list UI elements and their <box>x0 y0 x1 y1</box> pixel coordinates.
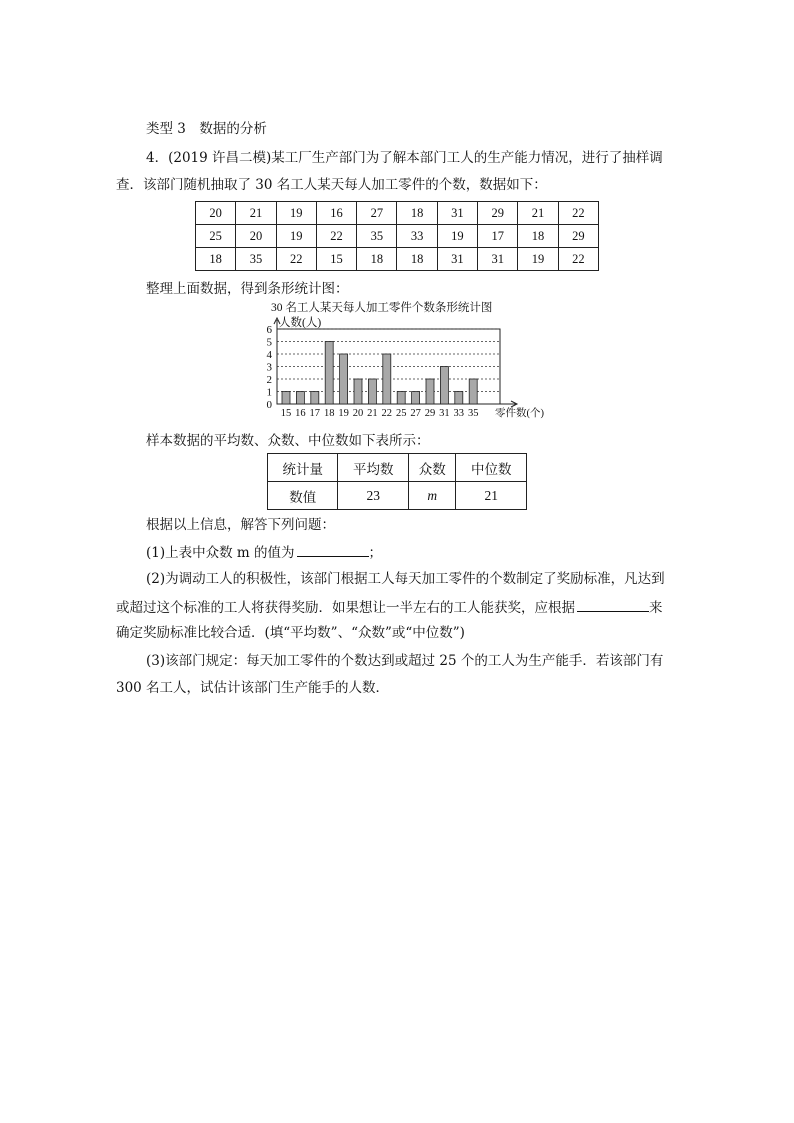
table-cell: 27 <box>357 202 397 225</box>
table-cell: 17 <box>478 225 518 248</box>
chart-y-tick-label: 3 <box>266 361 272 374</box>
table-cell: 18 <box>357 248 397 271</box>
chart-bar <box>455 392 463 405</box>
stats-table <box>267 453 527 510</box>
chart-x-tick-label: 31 <box>439 408 450 419</box>
table-row <box>196 225 599 248</box>
table-cell: 31 <box>437 248 477 271</box>
table-cell: 22 <box>558 248 598 271</box>
stats-header-cell: 众数 <box>408 454 456 482</box>
table-cell: 18 <box>397 248 437 271</box>
stats-intro: 样本数据的平均数、众数、中位数如下表所示： <box>146 433 430 449</box>
chart-bar <box>469 379 477 404</box>
q2-text-end: 来 <box>649 600 663 616</box>
table-cell: 19 <box>518 248 558 271</box>
question-1 <box>146 542 382 562</box>
table-row <box>196 202 599 225</box>
table-cell: 20 <box>236 225 276 248</box>
chart-bar <box>354 379 362 404</box>
chart-bar <box>383 354 391 404</box>
table-cell: 19 <box>437 225 477 248</box>
q1-end: ； <box>368 545 383 561</box>
table-cell: 31 <box>478 248 518 271</box>
chart-x-axis-label: 零件数(个) <box>495 408 544 419</box>
table-cell: 22 <box>276 248 316 271</box>
table-cell: 16 <box>316 202 356 225</box>
chart-bar <box>368 379 376 404</box>
table-cell: 29 <box>478 202 518 225</box>
stats-value-cell: m <box>408 482 456 510</box>
stats-header-row <box>268 454 527 482</box>
chart-x-tick-label: 20 <box>352 408 364 419</box>
problem-intro-text: 某工厂生产部门为了解本部门工人的生产能力情况，进行了抽样调 <box>271 150 663 166</box>
table-cell: 18 <box>397 202 437 225</box>
table-cell: 21 <box>518 202 558 225</box>
stats-value-row <box>268 482 527 510</box>
table-cell: 22 <box>316 225 356 248</box>
table-cell: 33 <box>397 225 437 248</box>
stats-value-cell: 21 <box>456 482 527 510</box>
problem-intro-line1 <box>146 149 663 167</box>
chart-y-tick-label: 1 <box>266 386 272 399</box>
chart-title: 30 名工人某天每人加工零件个数条形统计图 <box>271 302 493 314</box>
table-cell: 35 <box>357 225 397 248</box>
chart-bar <box>412 392 420 405</box>
chart-y-tick-label: 6 <box>266 324 272 336</box>
chart-x-tick-label: 17 <box>309 408 321 419</box>
q1-answer-blank <box>297 542 369 557</box>
raw-data-table <box>195 201 599 271</box>
stats-value-cell: 数值 <box>268 482 338 510</box>
chart-bar <box>282 392 290 405</box>
table-cell: 21 <box>236 202 276 225</box>
q2-answer-blank <box>577 597 649 612</box>
question-3-line1: (3)该部门规定：每天加工零件的个数达到或超过 25 个的工人为生产能手．若该部门有 <box>146 653 664 669</box>
stats-header-cell: 平均数 <box>338 454 408 482</box>
chart-y-tick-label: 0 <box>266 399 272 411</box>
chart-y-axis-label: 人数(人) <box>279 317 322 329</box>
question-2-line3: 确定奖励标准比较合适．(填“平均数”、“众数”或“中位数”) <box>116 625 465 641</box>
stats-header-cell: 统计量 <box>268 454 338 482</box>
chart-y-tick-label: 5 <box>266 336 272 349</box>
stats-value-cell: 23 <box>338 482 408 510</box>
chart-x-tick-label: 33 <box>453 408 465 419</box>
chart-x-tick-label: 25 <box>395 408 407 419</box>
table-cell: 22 <box>558 202 598 225</box>
question-2-line2 <box>116 597 663 617</box>
question-2-line1: (2)为调动工人的积极性，该部门根据工人每天加工零件的个数制定了奖励标准，凡达到 <box>146 571 665 587</box>
table-row <box>196 248 599 271</box>
chart-y-tick-label: 2 <box>266 374 272 386</box>
problem-number-source: 4．(2019 许昌二模) <box>146 150 272 166</box>
chart-bar <box>325 342 333 405</box>
chart-y-tick-label: 4 <box>266 349 272 361</box>
chart-bar <box>397 392 405 405</box>
chart-bar <box>296 392 304 405</box>
chart-x-tick-label: 22 <box>381 408 393 419</box>
chart-x-tick-label: 16 <box>295 408 306 419</box>
stats-header-cell: 中位数 <box>456 454 527 482</box>
question-3-line2: 300 名工人，试估计该部门生产能手的人数． <box>116 680 390 696</box>
q2-text: 或超过这个标准的工人将获得奖励．如果想让一半左右的工人能获奖，应根据 <box>116 600 575 616</box>
problem-intro-line2: 查．该部门随机抽取了 30 名工人某天每人加工零件的个数，数据如下： <box>116 177 547 193</box>
table-cell: 29 <box>558 225 598 248</box>
table-cell: 31 <box>437 202 477 225</box>
section-title: 类型 3 数据的分析 <box>146 121 267 137</box>
chart-x-tick-label: 21 <box>367 408 378 419</box>
chart-x-tick-label: 27 <box>410 408 421 419</box>
chart-bar <box>440 367 448 405</box>
table-cell: 19 <box>276 202 316 225</box>
chart-bar <box>340 354 348 404</box>
table-cell: 18 <box>196 248 236 271</box>
table-cell: 35 <box>236 248 276 271</box>
chart-bar <box>311 392 319 405</box>
chart-intro: 整理上面数据，得到条形统计图： <box>146 281 349 297</box>
chart-bar <box>426 379 434 404</box>
q1-text: (1)上表中众数 m 的值为 <box>146 545 295 561</box>
table-cell: 15 <box>316 248 356 271</box>
chart-x-tick-label: 18 <box>323 408 335 419</box>
chart-x-tick-label: 35 <box>467 408 479 419</box>
answer-intro: 根据以上信息，解答下列问题： <box>146 517 335 533</box>
table-cell: 25 <box>196 225 236 248</box>
chart-x-tick-label: 29 <box>424 408 436 419</box>
table-cell: 20 <box>196 202 236 225</box>
chart-x-tick-label: 19 <box>338 408 349 419</box>
table-cell: 19 <box>276 225 316 248</box>
bar-chart <box>255 300 545 422</box>
table-cell: 18 <box>518 225 558 248</box>
chart-x-tick-label: 15 <box>280 408 292 419</box>
